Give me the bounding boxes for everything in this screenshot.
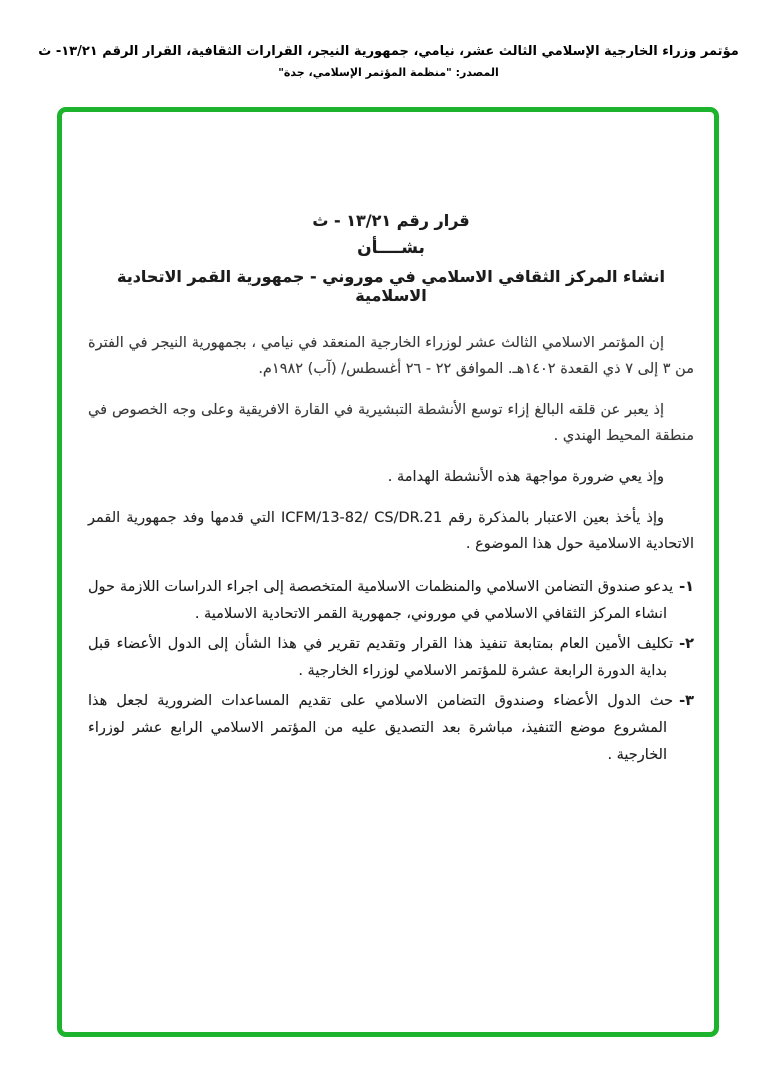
operative-item: [88, 688, 694, 769]
header-title: مؤتمر وزراء الخارجية الإسلامي الثالث عشر، نيامي، جمهورية النيجر، القرارات الثقافية، القرار الرقم ١٣/٢١- ث: [38, 44, 739, 59]
resolution-number: قرار رقم ١٣/٢١ - ث: [312, 211, 470, 230]
operative-item: [88, 574, 694, 628]
scanned-document: [62, 112, 714, 772]
header-source: المصدر: "منظمة المؤتمر الإسلامي، جدة": [278, 66, 499, 79]
preamble-paragraph: إن المؤتمر الاسلامي الثالث عشر لوزراء الخارجية المنعقد في نيامي ، بجمهورية النيجر في الفترة من ٣ إلى ٧ ذي القعدة ١٤٠٢هـ. الموافق ٢٢ - ٢٦ أغسطس/ (آب) ١٩٨٢م.: [88, 335, 694, 377]
preamble-paragraph: وإذ يعي ضرورة مواجهة هذه الأنشطة الهدامة .: [387, 469, 664, 485]
item-number: ٣-: [679, 693, 694, 709]
item-number: ١-: [679, 579, 694, 595]
document-scan-frame: [57, 107, 719, 1037]
preamble-paragraph: وإذ يأخذ بعين الاعتبار بالمذكرة رقم ICFM/13-82/ CS/DR.21 التي قدمها وفد جمهورية القمر الاتحادية الاسلامية حول هذا الموضوع .: [88, 510, 694, 552]
operative-item: [88, 631, 694, 685]
item-text: يدعو صندوق التضامن الاسلامي والمنظمات الاسلامية المتخصصة إلى اجراء الدراسات اللازمة حول انشاء المركز الثقافي الاسلامي في موروني، جمهورية القمر الاتحادية الاسلامية .: [88, 579, 674, 622]
item-text: تكليف الأمين العام بمتابعة تنفيذ هذا القرار وتقديم تقرير في هذا الشأن إلى الدول الأعضاء قبل بداية الدورة الرابعة عشرة للمؤتمر الاسلامي لوزراء الخارجية .: [88, 636, 674, 679]
preamble-paragraph: إذ يعبر عن قلقه البالغ إزاء توسع الأنشطة التبشيرية في القارة الافريقية وعلى وجه الخصوص في منطقة المحيط الهندي .: [88, 402, 694, 444]
item-text: حث الدول الأعضاء وصندوق التضامن الاسلامي على تقديم المساعدات الضرورية لجعل هذا المشروع موضع التنفيذ، مباشرة بعد التصديق عليه من المؤتمر الاسلامي الرابع عشر لوزراء الخارجية .: [88, 693, 674, 763]
document-header: [0, 44, 777, 79]
item-number: ٢-: [679, 636, 694, 652]
operative-items: [88, 574, 694, 769]
scan-speck: [549, 724, 554, 727]
resolution-title: انشاء المركز الثقافي الاسلامي في موروني - جمهورية القمر الاتحادية الاسلامية: [116, 267, 666, 305]
regarding-label: بشــــأن: [357, 238, 425, 258]
